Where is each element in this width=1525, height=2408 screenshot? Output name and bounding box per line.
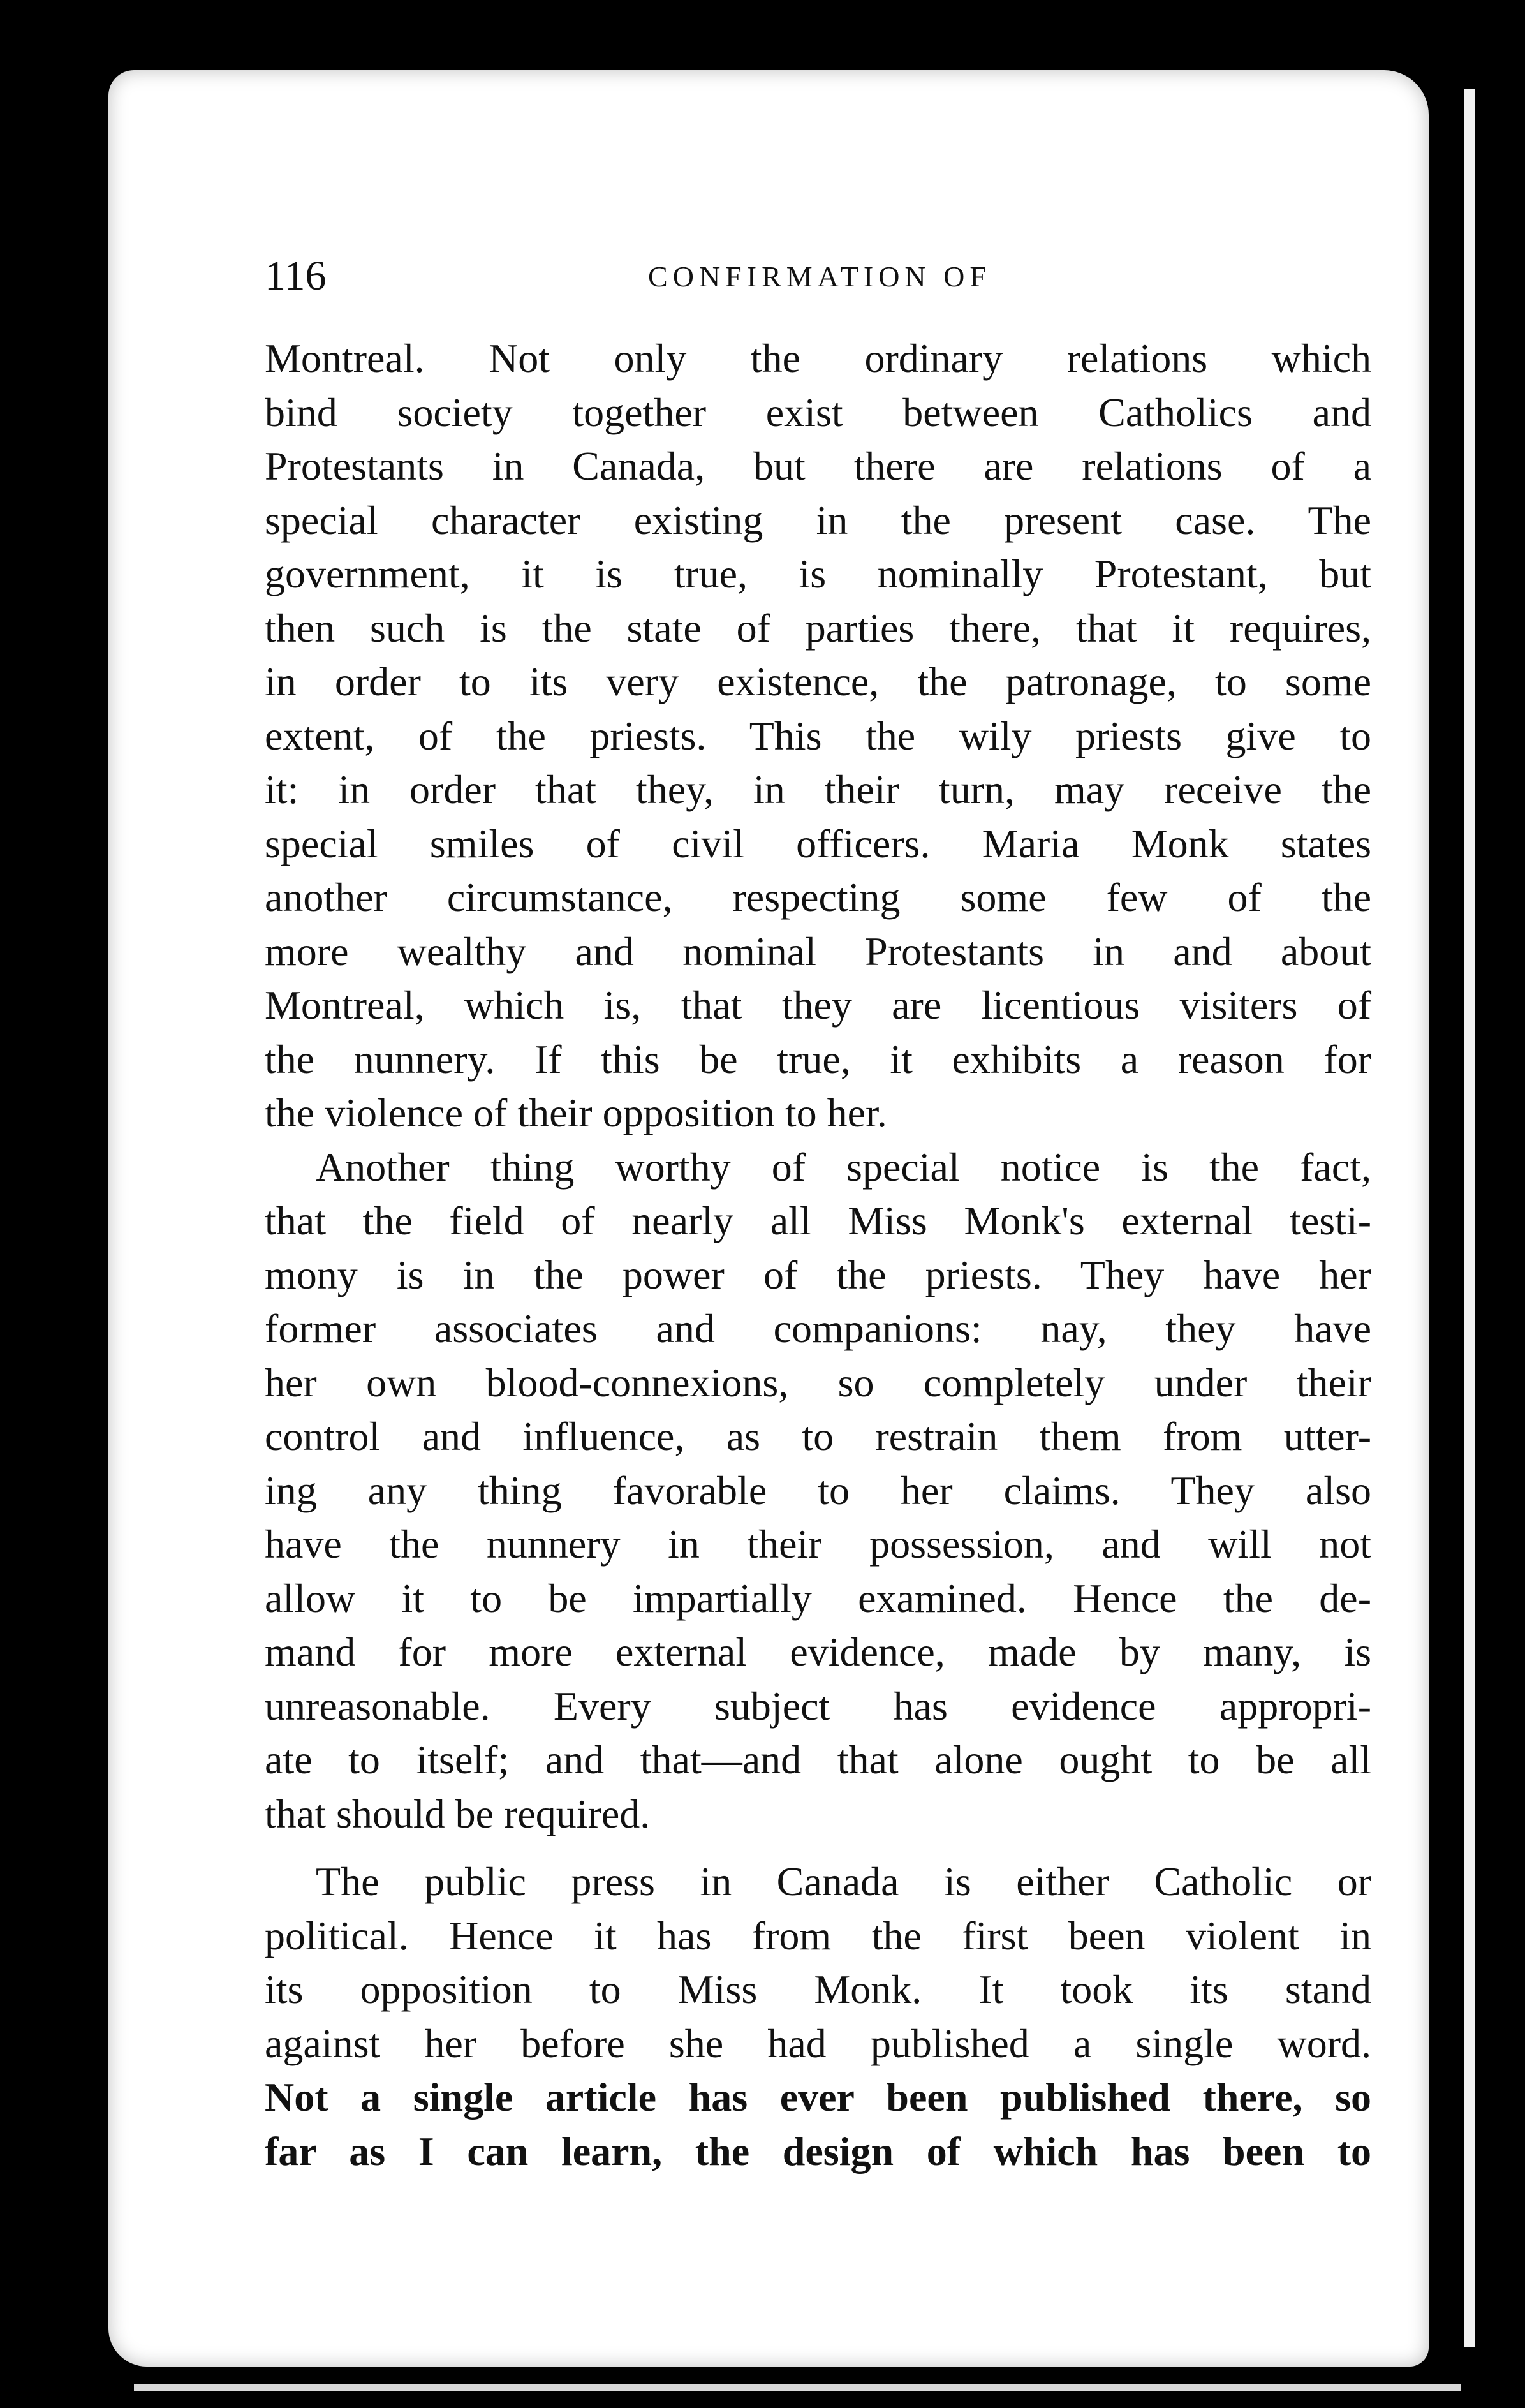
text-line: bind society together exist between Catholics and <box>265 389 1371 435</box>
text-line: the nunnery. If this be true, it exhibits a reason for <box>265 1036 1371 1082</box>
text-line: that should be required. <box>265 1791 651 1836</box>
text-line: The public press in Canada is either Catholic or <box>316 1859 1371 1904</box>
page-edge-right <box>1464 89 1475 2347</box>
text-line: Another thing worthy of special notice is the fact, <box>316 1144 1371 1190</box>
text-line: political. Hence it has from the first been violent in <box>265 1912 1371 1958</box>
text-line: more wealthy and nominal Protestants in and about <box>265 928 1371 974</box>
text-line: allow it to be impartially examined. Hence the de- <box>265 1575 1371 1621</box>
text-line: mand for more external evidence, made by many, is <box>265 1629 1371 1674</box>
page-header <box>265 252 1374 303</box>
page-number: 116 <box>265 253 327 299</box>
text-line: former associates and companions: nay, they have <box>265 1306 1371 1351</box>
body-text <box>265 332 1371 2178</box>
text-line: special character existing in the present case. The <box>265 497 1371 543</box>
text-line: Montreal, which is, that they are licentious visiters of <box>265 982 1371 1028</box>
text-line: ate to itself; and that—and that alone ought to be all <box>265 1737 1371 1782</box>
text-line: far as I can learn, the design of which has been to <box>265 2128 1371 2174</box>
text-line: the violence of their opposition to her. <box>265 1090 887 1135</box>
running-title: CONFIRMATION OF <box>648 260 991 293</box>
text-line: control and influence, as to restrain them from utter- <box>265 1414 1371 1459</box>
text-line: ing any thing favorable to her claims. They also <box>265 1467 1371 1513</box>
text-line: that the field of nearly all Miss Monk's external testi- <box>265 1198 1371 1243</box>
text-line: have the nunnery in their possession, and will not <box>265 1521 1371 1567</box>
text-line: mony is in the power of the priests. They have her <box>265 1252 1371 1297</box>
text-line: special smiles of civil officers. Maria Monk states <box>265 820 1371 866</box>
text-line: then such is the state of parties there, that it requires, <box>265 605 1371 651</box>
text-line: Protestants in Canada, but there are relations of a <box>265 443 1371 489</box>
page-edge-bottom <box>134 2384 1461 2391</box>
text-line: extent, of the priests. This the wily priests give to <box>265 713 1371 758</box>
text-line: unreasonable. Every subject has evidence appropri- <box>265 1683 1371 1729</box>
text-line: against her before she had published a single word. <box>265 2020 1371 2066</box>
text-line: government, it is true, is nominally Protestant, but <box>265 551 1371 596</box>
text-line: it: in order that they, in their turn, may receive the <box>265 767 1371 812</box>
text-line: another circumstance, respecting some few of the <box>265 875 1371 920</box>
text-line: Not a single article has ever been published there, so <box>265 2074 1371 2120</box>
text-line: its opposition to Miss Monk. It took its stand <box>265 1967 1371 2012</box>
text-line: in order to its very existence, the patronage, to some <box>265 659 1371 704</box>
text-line: her own blood-connexions, so completely under their <box>265 1359 1371 1405</box>
text-line: Montreal. Not only the ordinary relations which <box>265 336 1371 381</box>
